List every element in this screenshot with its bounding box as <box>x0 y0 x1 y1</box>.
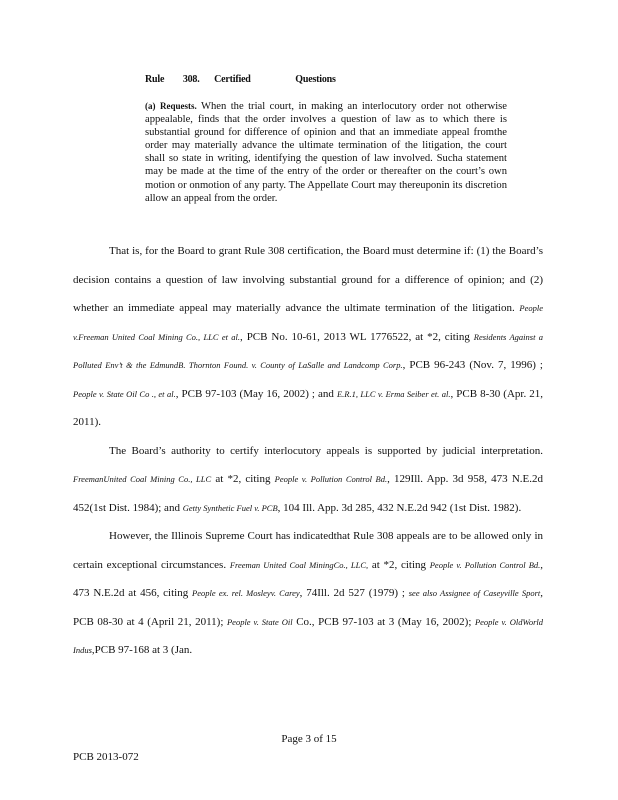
paragraph-1-text-1: That is, for the Board to grant Rule 308 certification, the Board must determine if: (1) the Board’s decision contains a question of law involving substantial ground for a difference of opinion; and (2) whether an immediate appeal may materially advance the ultimate termination of the litigation. <box>73 245 543 314</box>
citation: People v. Pollution Control Bd. <box>274 474 388 484</box>
paragraph-1 <box>73 237 543 437</box>
rule-quote <box>145 100 507 205</box>
rule-heading <box>145 74 565 85</box>
citation: Getty Synthetic Fuel v. PCB <box>182 502 278 513</box>
paragraph-3-text-4: , 74Ill. 2d 527 (1979) ; <box>299 587 405 599</box>
paragraph-3-text-7: ,PCB 97-168 at 3 (Jan. <box>91 644 193 656</box>
paragraph-1-text-3: , PCB 96-243 (Nov. 7, 1996) ; <box>402 359 543 371</box>
page-number: Page 3 of 15 <box>281 733 337 745</box>
paragraph-3-text-3: , 473 N.E.2d at 456, citing <box>73 558 544 599</box>
citation: People ex. rel. Mosleyv. Carey <box>192 588 300 598</box>
citation: see also Assignee of Caseyville Sport <box>408 588 541 598</box>
paragraph-2-text-2: at *2, citing <box>215 473 271 485</box>
heading-questions: Questions <box>295 74 336 85</box>
docket-number: PCB 2013-072 <box>73 751 139 763</box>
citation: People v. OldWorld Indus <box>73 616 543 655</box>
citation: Residents Against a Polluted Env’t & the EdmundB. Thornton Found. v. County of LaSalle and Landcomp Corp. <box>73 331 543 370</box>
heading-certified: Certified <box>214 74 251 85</box>
paragraph-2-text-4: , 104 Ill. App. 3d 285, 432 N.E.2d 942 (1st Dist. 1982). <box>277 501 522 514</box>
subsection-label: (a) <box>145 101 156 111</box>
heading-number: 308. <box>182 74 200 85</box>
paragraph-1-text-4: , PCB 97-103 (May 16, 2002) ; and <box>175 387 334 400</box>
paragraph-2-text-1: The Board’s authority to certify interlocutory appeals is supported by judicial interpretation. <box>109 444 543 457</box>
citation: E.R.1, LLC v. Erma Seiber et. al. <box>336 388 451 399</box>
paragraph-1-text-5: , PCB 8-30 (Apr. 21, 2011). <box>73 387 544 428</box>
paragraph-2 <box>73 437 543 523</box>
citation: People v. State Oil <box>226 616 293 627</box>
paragraph-3-text-6: Co., PCB 97-103 at 3 (May 16, 2002); <box>296 615 472 628</box>
citation: Freeman United Coal MiningCo., LLC, <box>229 559 369 570</box>
rule-quote-text: When the trial court, in making an interlocutory order not otherwise appealable, finds that the order involves a question of law as to which there is substantial ground for difference of opinion and that an immediate appeal fromthe order may materially advance the ultimate termination of the litigation, the court shall so state in writing, identifying the question of law involved. Sucha statement may be made at the time of the entry of the order or thereafter on the court’s own motion or onmotion of any party. The Appellate Court may thereuponin its discretion allow an appeal from the order. <box>145 101 507 204</box>
citation: People v. State Oil Co ., et al. <box>73 388 176 399</box>
citation: People v. Pollution Control Bd. <box>429 559 541 570</box>
paragraph-1-text-2: , PCB No. 10-61, 2013 WL 1776522, at *2, citing <box>240 330 470 343</box>
paragraph-3-text-2: at *2, citing <box>371 558 427 571</box>
subsection-title: Requests. <box>159 101 197 111</box>
citation: FreemanUnited Coal Mining Co., LLC <box>73 474 212 484</box>
paragraph-3 <box>73 522 543 665</box>
heading-rule: Rule <box>145 74 165 85</box>
paragraph-3-text-5: , PCB 08-30 at 4 (April 21, 2011); <box>73 587 543 628</box>
paragraph-2-text-3: , 129Ill. App. 3d 958, 473 N.E.2d 452(1st Dist. 1984); and <box>73 473 543 514</box>
citation: People v.Freeman United Coal Mining Co., LLC et al. <box>73 303 544 342</box>
body-text <box>73 237 543 665</box>
paragraph-3-text-1: However, the Illinois Supreme Court has indicatedthat Rule 308 appeals are to be allowed only in certain exceptional circumstances. <box>73 530 543 571</box>
